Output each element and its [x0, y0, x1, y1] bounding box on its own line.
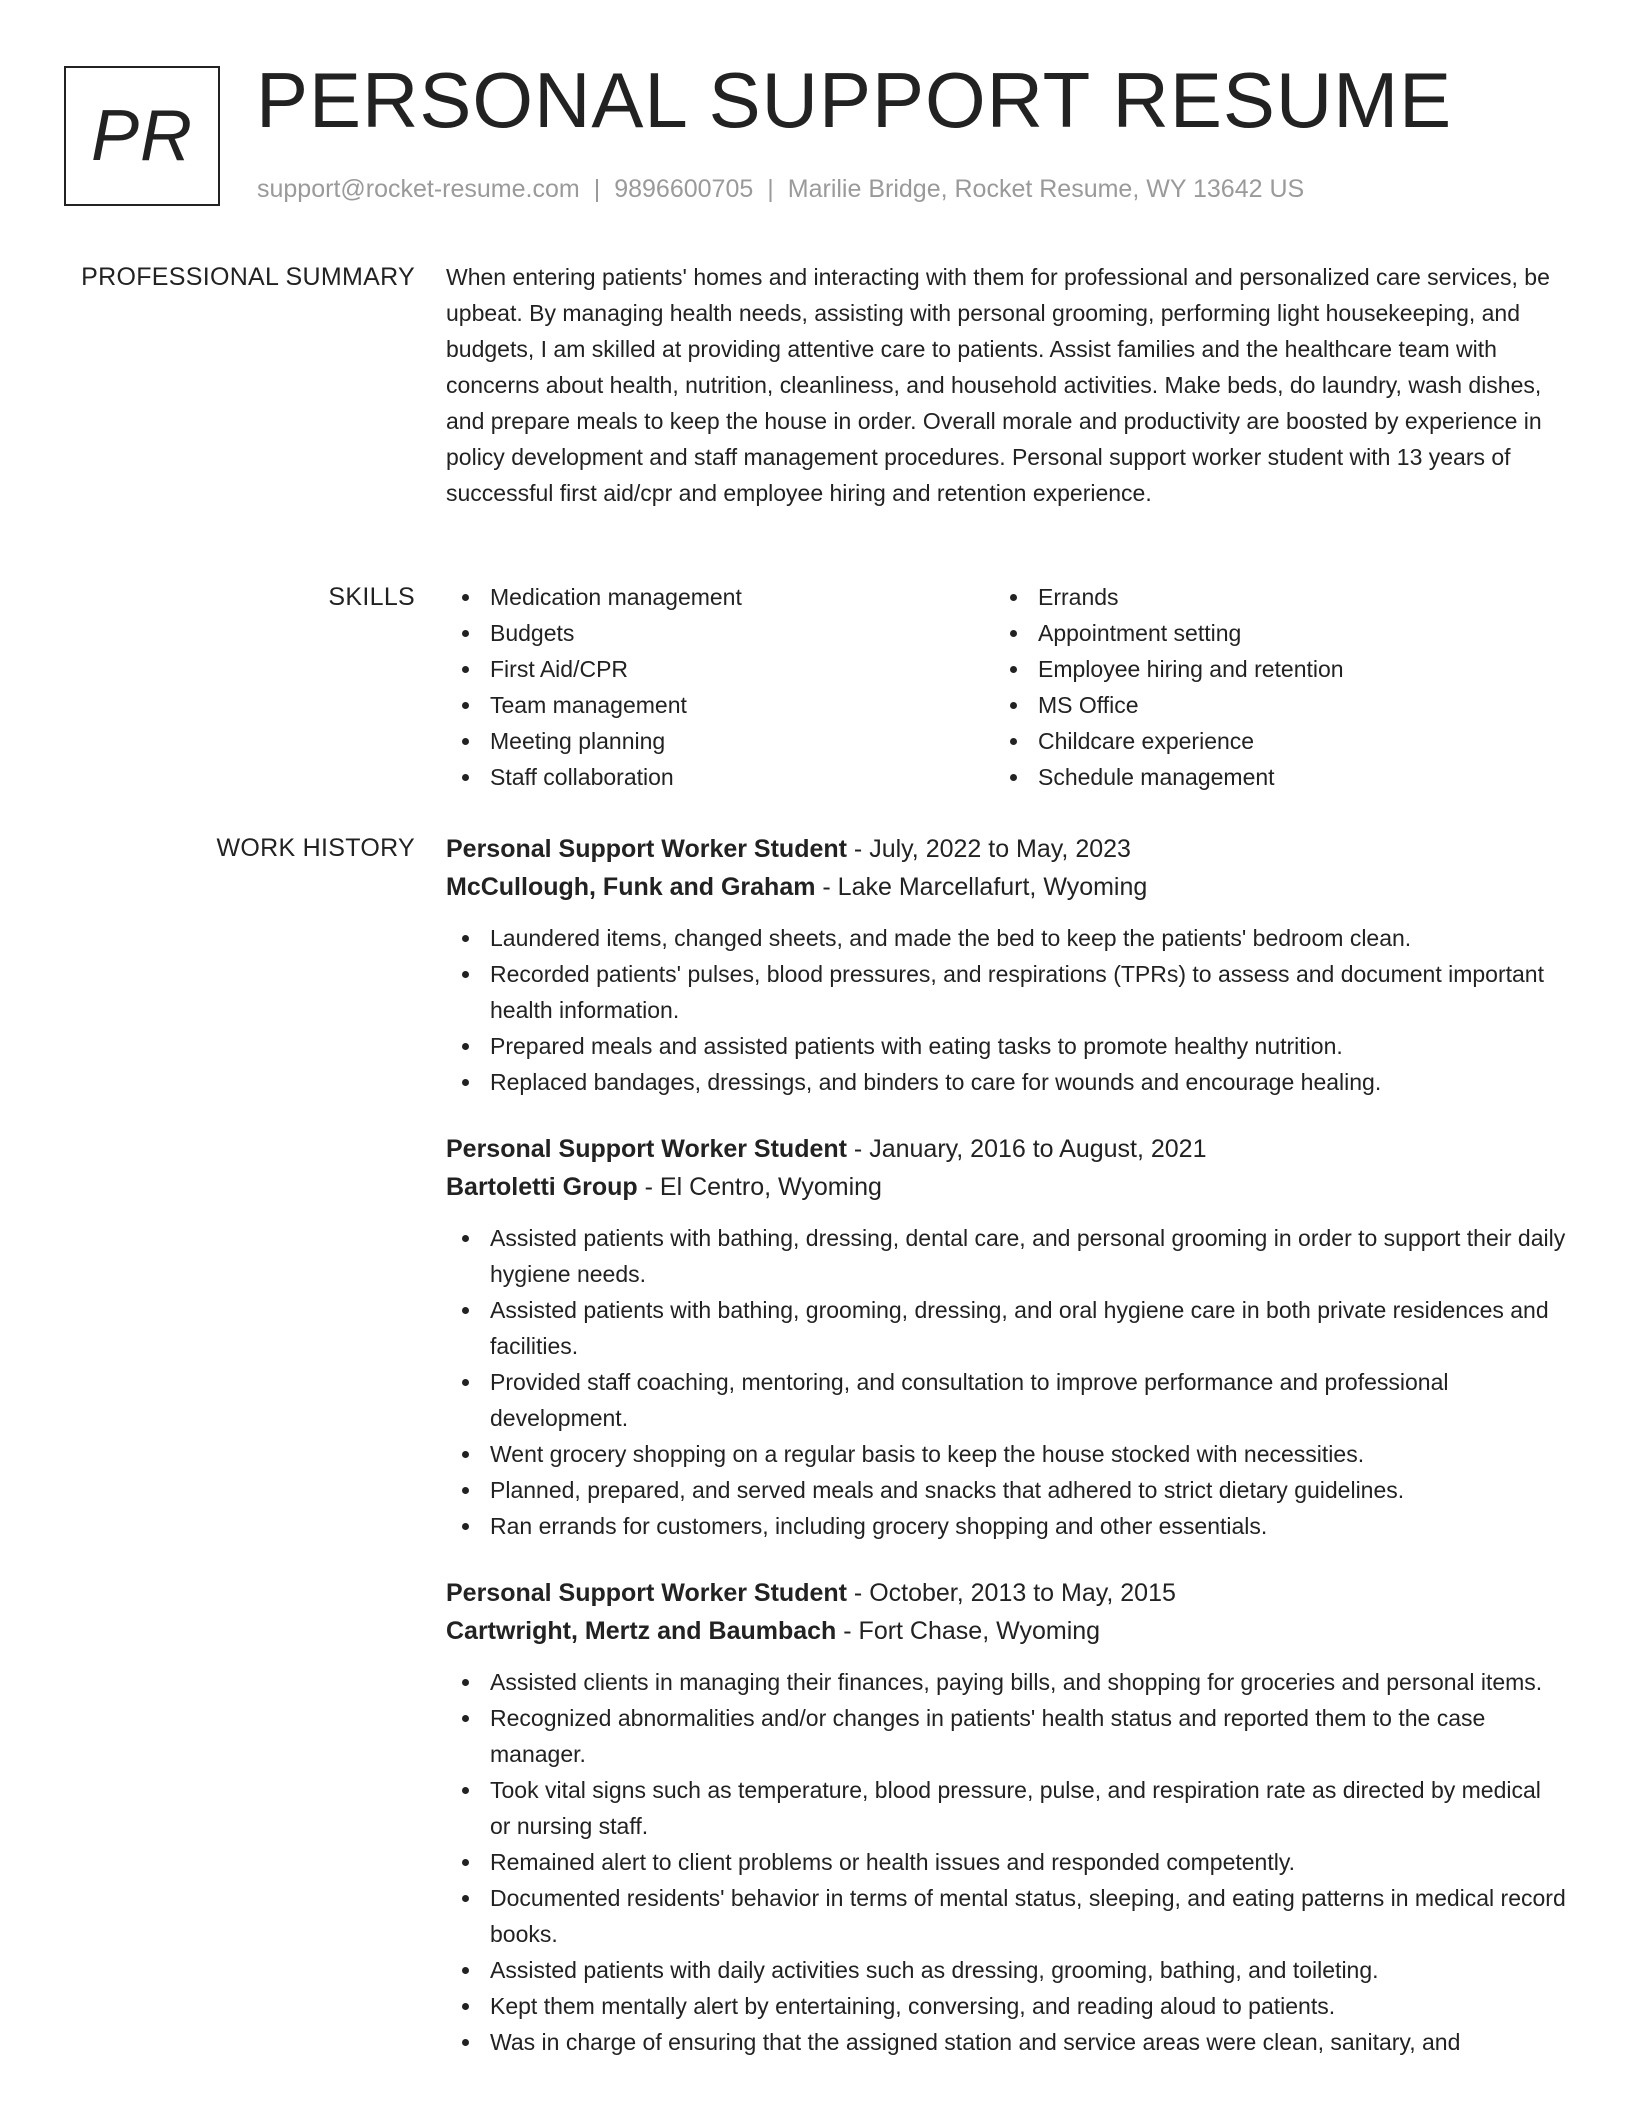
job-bullet: Assisted patients with bathing, grooming, dressing, and oral hygiene care in both private residences and facilities.	[446, 1292, 1566, 1364]
job-entry	[446, 1574, 1566, 2060]
job-bullets	[446, 1220, 1566, 1544]
job-bullet: Replaced bandages, dressings, and binders to care for wounds and encourage healing.	[446, 1064, 1566, 1100]
job-title: Personal Support Worker Student	[446, 1579, 847, 1607]
job-title-line	[446, 830, 1566, 868]
skill-item: Staff collaboration	[446, 759, 994, 795]
job-location: - Lake Marcellafurt, Wyoming	[815, 873, 1148, 901]
job-bullet: Ran errands for customers, including grocery shopping and other essentials.	[446, 1508, 1566, 1544]
job-bullet: Laundered items, changed sheets, and made the bed to keep the patients' bedroom clean.	[446, 920, 1566, 956]
summary-body	[446, 259, 1566, 511]
job-company: Cartwright, Mertz and Baumbach	[446, 1617, 837, 1645]
job-bullet: Provided staff coaching, mentoring, and consultation to improve performance and professional development.	[446, 1364, 1566, 1436]
job-title-line	[446, 1130, 1566, 1168]
skill-item: Errands	[994, 579, 1542, 615]
monogram-initials: PR	[90, 96, 194, 176]
job-dates: - October, 2013 to May, 2015	[846, 1579, 1176, 1607]
job-location: - Fort Chase, Wyoming	[836, 1617, 1101, 1645]
job-bullet: Recorded patients' pulses, blood pressures, and respirations (TPRs) to assess and document important health information.	[446, 956, 1566, 1028]
job-bullet: Documented residents' behavior in terms of mental status, sleeping, and eating patterns in medical record books.	[446, 1880, 1566, 1952]
job-bullet: Assisted patients with bathing, dressing, dental care, and personal grooming in order to support their daily hygiene needs.	[446, 1220, 1566, 1292]
job-bullet: Planned, prepared, and served meals and snacks that adhered to strict dietary guidelines.	[446, 1472, 1566, 1508]
resume-title: PERSONAL SUPPORT RESUME	[256, 56, 1453, 144]
contact-separator: |	[767, 175, 774, 203]
job-entry	[446, 1130, 1566, 1544]
skills-column-left	[446, 579, 994, 795]
skill-item: First Aid/CPR	[446, 651, 994, 687]
job-company-line	[446, 1612, 1566, 1650]
skills-body	[446, 579, 1566, 795]
skill-item: Medication management	[446, 579, 994, 615]
section-label-work-history: WORK HISTORY	[216, 834, 415, 862]
job-bullet: Assisted clients in managing their finances, paying bills, and shopping for groceries and personal items.	[446, 1664, 1566, 1700]
skill-item: Employee hiring and retention	[994, 651, 1542, 687]
job-title-line	[446, 1574, 1566, 1612]
skills-column-right	[994, 579, 1542, 795]
skills-grid	[446, 579, 1566, 795]
summary-text: When entering patients' homes and interacting with them for professional and personalized care services, be upbeat. By managing health needs, assisting with personal grooming, performing light housekeeping, and budgets, I am skilled at providing attentive care to patients. Assist families and the healthcare team with concerns about health, nutrition, cleanliness, and household activities. Make beds, do laundry, wash dishes, and prepare meals to keep the house in order. Overall morale and productivity are boosted by experience in policy development and staff management procedures. Personal support worker student with 13 years of successful first aid/cpr and employee hiring and retention experience.	[446, 264, 1550, 506]
job-bullet: Prepared meals and assisted patients with eating tasks to promote healthy nutrition.	[446, 1028, 1566, 1064]
job-bullet: Took vital signs such as temperature, blood pressure, pulse, and respiration rate as directed by medical or nursing staff.	[446, 1772, 1566, 1844]
section-label-skills: SKILLS	[328, 583, 415, 611]
skill-item: Childcare experience	[994, 723, 1542, 759]
job-company: Bartoletti Group	[446, 1173, 638, 1201]
work-history-body	[446, 830, 1566, 2090]
skill-item: MS Office	[994, 687, 1542, 723]
section-label-summary: PROFESSIONAL SUMMARY	[81, 263, 415, 291]
skill-item: Schedule management	[994, 759, 1542, 795]
monogram-box	[64, 66, 220, 206]
job-location: - El Centro, Wyoming	[637, 1173, 882, 1201]
job-dates: - January, 2016 to August, 2021	[846, 1135, 1207, 1163]
job-title: Personal Support Worker Student	[446, 835, 847, 863]
skill-item: Meeting planning	[446, 723, 994, 759]
job-entry	[446, 830, 1566, 1100]
job-bullets	[446, 920, 1566, 1100]
contact-line	[257, 175, 1304, 204]
skill-item: Team management	[446, 687, 994, 723]
job-bullet: Assisted patients with daily activities such as dressing, grooming, bathing, and toileting.	[446, 1952, 1566, 1988]
job-bullet: Was in charge of ensuring that the assigned station and service areas were clean, sanitary, and	[446, 2024, 1566, 2060]
job-dates: - July, 2022 to May, 2023	[846, 835, 1131, 863]
job-bullet: Recognized abnormalities and/or changes in patients' health status and reported them to the case manager.	[446, 1700, 1566, 1772]
job-bullets	[446, 1664, 1566, 2060]
job-bullet: Went grocery shopping on a regular basis to keep the house stocked with necessities.	[446, 1436, 1566, 1472]
job-company-line	[446, 868, 1566, 906]
job-bullet: Kept them mentally alert by entertaining, conversing, and reading aloud to patients.	[446, 1988, 1566, 2024]
job-bullet: Remained alert to client problems or health issues and responded competently.	[446, 1844, 1566, 1880]
job-title: Personal Support Worker Student	[446, 1135, 847, 1163]
job-company: McCullough, Funk and Graham	[446, 873, 816, 901]
contact-separator: |	[593, 175, 601, 203]
contact-phone[interactable]: 9896600705	[614, 175, 754, 203]
skill-item: Budgets	[446, 615, 994, 651]
contact-email[interactable]: support@rocket-resume.com	[257, 175, 580, 203]
contact-address: Marilie Bridge, Rocket Resume, WY 13642 US	[787, 175, 1305, 203]
skill-item: Appointment setting	[994, 615, 1542, 651]
job-company-line	[446, 1168, 1566, 1206]
